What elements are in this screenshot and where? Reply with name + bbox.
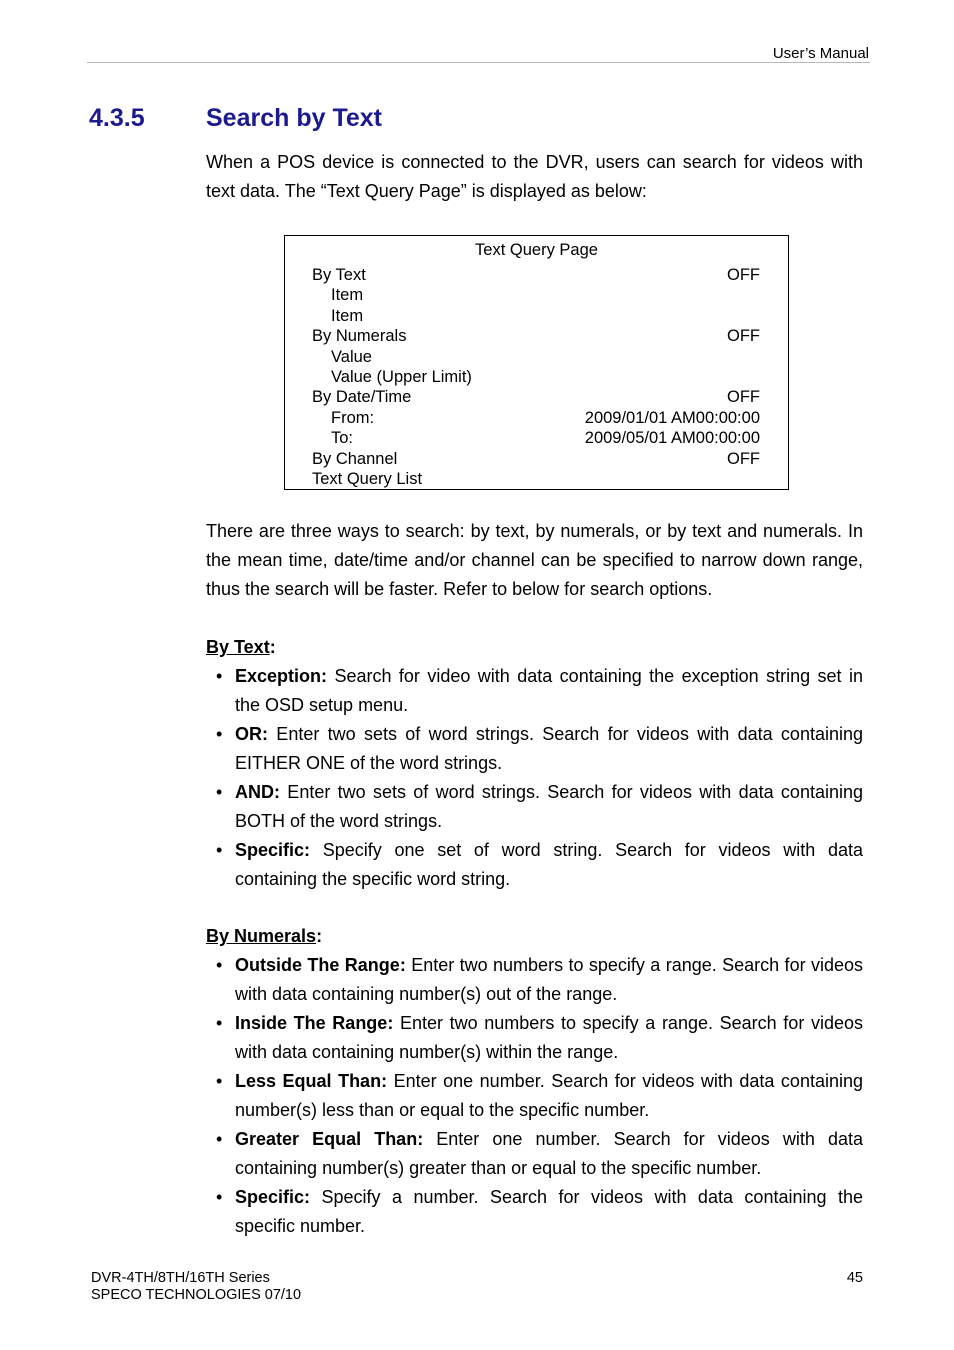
list-item [206, 778, 863, 835]
by-text-heading: By Text: [206, 637, 276, 657]
by-text-heading-label: By Text [206, 637, 270, 657]
section-number: 4.3.5 [89, 104, 145, 132]
list-item-term: Specific: [235, 1187, 311, 1207]
query-row-value: OFF [727, 266, 760, 284]
bullet-icon: • [216, 782, 223, 802]
list-item-text: Enter two numbers to specify a range. Search for videos with data containing number(s) within the range. [235, 1013, 863, 1062]
query-row-label: By Channel [312, 449, 398, 468]
list-item [206, 1183, 863, 1240]
section-title: Search by Text [206, 104, 383, 132]
query-row [312, 327, 760, 347]
query-row-value: OFF [727, 327, 760, 346]
bullet-icon: • [216, 955, 223, 975]
list-item [206, 1067, 863, 1124]
body-paragraph: There are three ways to search: by text, by numerals, or by text and numerals. In the mean time, date/time and/or channel can be specified to narrow down range, thus the search will be faster. Refer to below for search options. [206, 521, 863, 599]
by-numerals-heading-label: By Numerals [206, 926, 317, 946]
page-number: 45 [846, 1270, 863, 1286]
query-row-label: Item [331, 286, 364, 305]
list-item-term: OR: [235, 724, 268, 744]
footer-company: SPECO TECHNOLOGIES 07/10 [91, 1287, 302, 1303]
query-row [312, 307, 760, 327]
list-item [206, 836, 863, 893]
list-item [206, 951, 863, 1008]
by-text-list [206, 662, 863, 894]
header-title: User’s Manual [772, 45, 869, 62]
query-row [312, 409, 760, 429]
list-item [206, 662, 863, 719]
query-row-label: From: [331, 408, 375, 427]
list-item-term: Less Equal Than: [235, 1071, 388, 1091]
text-query-page-box [284, 235, 789, 490]
intro-paragraph: When a POS device is connected to the DVR, users can search for videos with text data. The “Text Query Page” is displayed as below: [206, 152, 863, 201]
footer-series: DVR-4TH/8TH/16TH Series [91, 1270, 270, 1286]
query-row-value: OFF [727, 388, 760, 407]
list-item-text: Enter two sets of word strings. Search for videos with data containing BOTH of the word strings. [235, 782, 863, 831]
bullet-icon: • [216, 840, 223, 860]
bullet-icon: • [216, 1071, 223, 1091]
query-row [312, 368, 760, 388]
bullet-icon: • [216, 666, 223, 686]
list-item-text: Search for video with data containing the exception string set in the OSD setup menu. [235, 666, 863, 715]
query-row [312, 266, 760, 286]
list-item-text: Enter one number. Search for videos with data containing number(s) less than or equal to the specific number. [235, 1071, 863, 1120]
query-row-label: Value (Upper Limit) [331, 368, 472, 386]
query-page-title: Text Query Page [475, 241, 598, 259]
query-row [312, 286, 760, 306]
by-numerals-heading: By Numerals: [206, 926, 323, 946]
list-item-text: Specify one set of word string. Search for videos with data containing the specific word string. [235, 840, 863, 889]
query-row [312, 388, 760, 408]
query-row-label: Item [331, 306, 364, 325]
list-item-term: Outside The Range: [235, 955, 406, 975]
list-item-term: AND: [235, 782, 280, 802]
by-numerals-list [206, 951, 863, 1241]
list-item-text: Enter two numbers to specify a range. Search for videos with data containing number(s) out of the range. [235, 955, 863, 1004]
list-item-term: Exception: [235, 666, 328, 686]
query-row-value: OFF [727, 449, 760, 468]
list-item [206, 1125, 863, 1182]
list-item-text: Enter one number. Search for videos with data containing number(s) greater than or equal to the specific number. [235, 1129, 863, 1178]
query-row-label: By Numerals [312, 327, 407, 346]
list-item [206, 720, 863, 777]
list-item-text: Enter two sets of word strings. Search for videos with data containing EITHER ONE of the word strings. [235, 724, 863, 773]
bullet-icon: • [216, 1187, 223, 1207]
query-row-label: To: [331, 429, 354, 448]
list-item-term: Inside The Range: [235, 1013, 394, 1033]
list-item [206, 1009, 863, 1066]
query-row [312, 429, 760, 449]
list-item-term: Greater Equal Than: [235, 1129, 424, 1149]
header-divider [87, 62, 870, 63]
list-item-text: Specify a number. Search for videos with data containing the specific number. [235, 1187, 863, 1236]
query-row-label: Value [331, 347, 372, 366]
list-item-term: Specific: [235, 840, 311, 860]
query-row [312, 450, 760, 470]
query-row [312, 348, 760, 368]
bullet-icon: • [216, 1013, 223, 1033]
query-row-label: By Text [312, 266, 366, 284]
query-row-label: Text Query List [312, 470, 423, 488]
query-row [312, 470, 760, 490]
query-row-value: 2009/01/01 AM00:00:00 [584, 408, 760, 427]
query-row-label: By Date/Time [312, 388, 412, 407]
bullet-icon: • [216, 724, 223, 744]
bullet-icon: • [216, 1129, 223, 1149]
query-row-value: 2009/05/01 AM00:00:00 [584, 429, 760, 448]
